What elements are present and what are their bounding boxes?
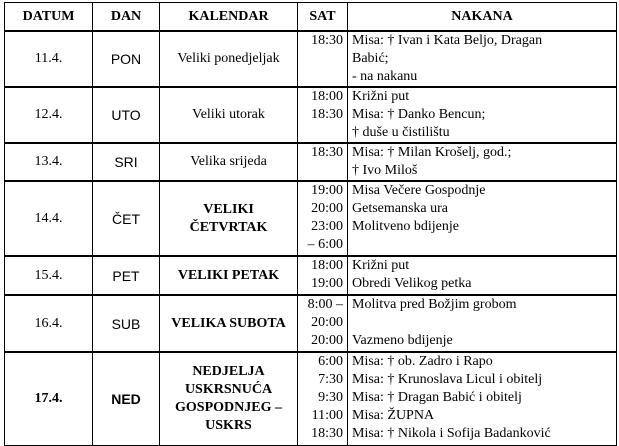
nakana-line: Obredi Velikog petka [352, 276, 472, 291]
nakana-line [352, 314, 613, 332]
sat-line: 18:00 [311, 89, 343, 104]
cell-nakana [348, 143, 617, 181]
cell-dan: ČET [93, 181, 160, 256]
header-kalendar: KALENDAR [160, 3, 298, 32]
sat-line: 18:00 [311, 258, 343, 273]
sat-line: 19:00 [311, 276, 343, 291]
cell-sat [298, 352, 348, 445]
cell-dan: NED [93, 352, 160, 445]
cell-datum: 14.4. [5, 181, 93, 256]
nakana-line: Misa: † Krunoslava Licul i obitelj [352, 372, 543, 387]
header-dan: DAN [93, 3, 160, 32]
cell-datum: 15.4. [5, 256, 93, 295]
table-row [5, 295, 617, 352]
sat-line [301, 162, 343, 180]
cell-datum: 16.4. [5, 295, 93, 352]
sat-line: 23:00 [311, 219, 343, 234]
nakana-line: Križni put [352, 258, 410, 273]
sat-line: 18:30 [311, 426, 343, 441]
sat-line: 8:00 – [307, 297, 343, 312]
schedule-body [5, 31, 617, 445]
table-row [5, 143, 617, 181]
cell-datum: 13.4. [5, 143, 93, 181]
nakana-line: Molitveno bdijenje [352, 219, 459, 234]
cell-sat [298, 181, 348, 256]
nakana-line: Babić; [352, 51, 389, 66]
cell-dan: UTO [93, 87, 160, 143]
cell-nakana [348, 352, 617, 445]
cell-sat [298, 143, 348, 181]
header-sat: SAT [298, 3, 348, 32]
cell-kalendar: VELIKI PETAK [160, 256, 298, 295]
cell-sat [298, 295, 348, 352]
header-datum: DATUM [5, 3, 93, 32]
cell-datum: 17.4. [5, 352, 93, 445]
cell-kalendar: VELIKI ČETVRTAK [160, 181, 298, 256]
table-row [5, 181, 617, 256]
cell-dan: PET [93, 256, 160, 295]
nakana-line: Misa: † Ivan i Kata Beljo, Dragan [352, 33, 543, 48]
table-row [5, 31, 617, 87]
cell-nakana [348, 87, 617, 143]
cell-nakana [348, 181, 617, 256]
sat-line: 18:30 [311, 107, 343, 122]
cell-sat [298, 256, 348, 295]
nakana-line: Molitva pred Božjim grobom [352, 297, 517, 312]
sat-line: 7:30 [318, 372, 343, 387]
cell-nakana [348, 31, 617, 87]
sat-line: 20:00 [311, 201, 343, 216]
sat-line [301, 68, 343, 86]
sat-line: 20:00 [311, 315, 343, 330]
cell-kalendar: VELIKA SUBOTA [160, 295, 298, 352]
cell-kalendar: Velika srijeda [160, 143, 298, 181]
nakana-line: Križni put [352, 89, 410, 104]
cell-kalendar: Veliki ponedjeljak [160, 31, 298, 87]
header-row [5, 3, 617, 32]
nakana-line: - na nakanu [352, 69, 418, 84]
cell-nakana [348, 256, 617, 295]
cell-dan: SRI [93, 143, 160, 181]
cell-kalendar: NEDJELJA USKRSNUĆA GOSPODNJEG – USKRS [160, 352, 298, 445]
nakana-line: † duše u čistilištu [352, 125, 450, 140]
nakana-line: Misa: ŽUPNA [352, 408, 435, 423]
nakana-line: † Ivo Miloš [352, 163, 418, 178]
sat-line [301, 124, 343, 142]
sat-line: 20:00 [311, 333, 343, 348]
cell-sat [298, 31, 348, 87]
sat-line: 6:00 [318, 354, 343, 369]
nakana-line: Misa: † Danko Bencun; [352, 107, 486, 122]
sat-line: – 6:00 [307, 237, 343, 252]
cell-datum: 12.4. [5, 87, 93, 143]
nakana-line: Misa: † ob. Zadro i Rapo [352, 354, 493, 369]
sat-line: 19:00 [311, 183, 343, 198]
nakana-line: Misa: † Dragan Babić i obitelj [352, 390, 522, 405]
sat-line: 11:00 [311, 408, 343, 423]
cell-datum: 11.4. [5, 31, 93, 87]
table-row [5, 256, 617, 295]
schedule-sheet [4, 2, 617, 446]
sat-line: 9:30 [318, 390, 343, 405]
cell-sat [298, 87, 348, 143]
nakana-line: Misa: † Milan Krošelj, god.; [352, 145, 512, 160]
cell-dan: SUB [93, 295, 160, 352]
sat-line: 18:30 [311, 33, 343, 48]
nakana-line: Getsemanska ura [352, 201, 449, 216]
cell-nakana [348, 295, 617, 352]
sat-line: 18:30 [311, 145, 343, 160]
sat-line [301, 50, 343, 68]
cell-dan: PON [93, 31, 160, 87]
nakana-line: Misa Večere Gospodnje [352, 183, 486, 198]
cell-kalendar: Veliki utorak [160, 87, 298, 143]
table-row [5, 87, 617, 143]
mass-schedule-table [4, 2, 617, 446]
table-row [5, 352, 617, 445]
header-nakana: NAKANA [348, 3, 617, 32]
nakana-line: Misa: † Nikola i Sofija Badanković [352, 426, 551, 441]
nakana-line [352, 236, 613, 254]
nakana-line: Vazmeno bdijenje [352, 333, 453, 348]
